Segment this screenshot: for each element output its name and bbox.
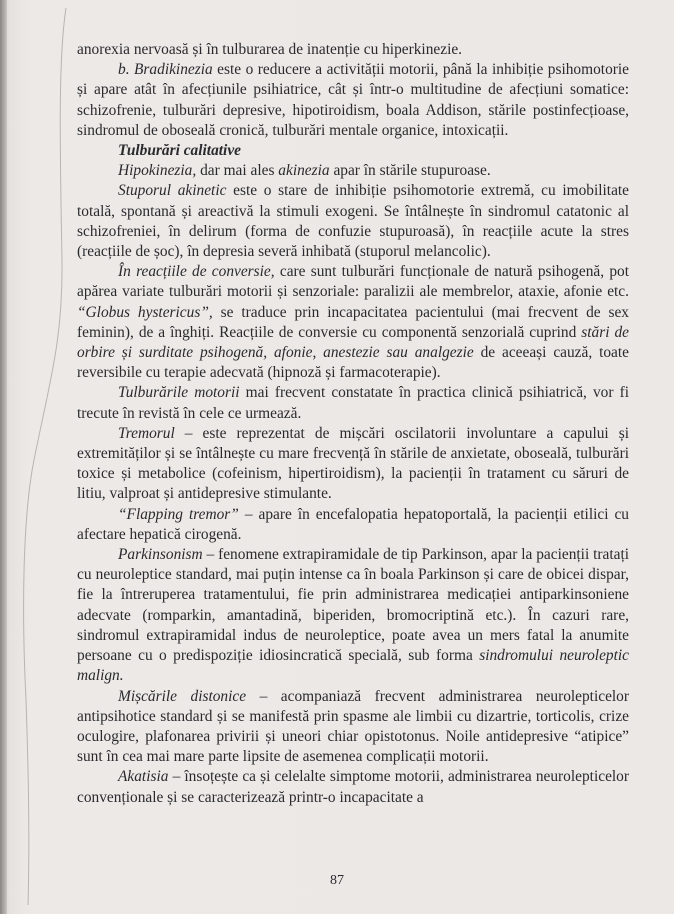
paragraph bbox=[77, 60, 629, 141]
text-run: este o reducere a activității motorii, până la inhibiție psihomotorie și apare atât în afecțiunile psihiatrice, cât și într-o multitudine de afecțiuni somatice: schizofrenie, tulburări depresive, hipotiroidism, boala Addison, stările postinfecțioase, sindromul de oboseală cronică, tulburări mentale organice, intoxicații. bbox=[77, 61, 629, 139]
italic-term: stări de orbire și surditate psihogenă, afonie, anestezie sau analgezie bbox=[77, 323, 629, 362]
italic-term: Parkinsonism bbox=[118, 546, 203, 564]
italic-term: În reacțiile de conversie, bbox=[118, 263, 275, 281]
italic-term: Akatisia bbox=[118, 768, 169, 786]
body-text bbox=[77, 40, 629, 808]
text-run: Tulburări calitative bbox=[118, 142, 241, 160]
text-run: – acompaniază frecvent administrarea neurolepticelor antipsihotice standard și se manifestă prin spasme ale limbii cu dizartrie, torticolis, crize oculogire, plafonarea privirii și uneori chiar opistotonus. Noile antidepresive “atipice” sunt în cea mai mare parte lipsite de asemenea complicații motorii. bbox=[77, 687, 629, 766]
text-run: – fenomene extrapiramidale de tip Parkinson, apar la pacienții tratați cu neuroleptice standard, mai puțin intense ca în boala Parkinson și care de obicei dispar, fie la întreruperea tratamentului, fie prin administrarea medicației antiparkinsoniene adecvate (romparkin, amantadină, biperiden, bromocriptină etc.). În cazuri rare, sindromul extrapiramidal indus de neuroleptice, poate avea un mers fatal la anumite persoane cu o predispoziție idiosincratică specială, sub forma bbox=[77, 546, 629, 665]
paragraph bbox=[77, 181, 629, 262]
paragraph bbox=[77, 505, 629, 545]
italic-term: Tremorul bbox=[118, 424, 175, 442]
italic-term: akinezia bbox=[278, 162, 330, 180]
text-run: este o stare de inhibiție psihomotorie extremă, cu imobilitate totală, spontană și areactivă la stimuli exogeni. Se întâlnește în sindromul catatonic al schizofreniei, în delirum (forma de confuzie stupuroasă), în reacțiile acute la stres (reacțiile de șoc), în depresia severă inhibată (stuporul melancolic). bbox=[77, 182, 630, 261]
section-heading bbox=[77, 141, 629, 161]
text-run: se traduce prin incapacitatea pacientului (mai frecvent de sex feminin), de a înghiți. Reacțiile de conversie cu componentă senzorială cuprind bbox=[77, 303, 630, 341]
paragraph bbox=[77, 545, 629, 686]
text-run: dar mai ales bbox=[196, 162, 279, 180]
italic-term: Hipokinezia, bbox=[118, 162, 197, 180]
paragraph bbox=[77, 383, 629, 423]
text-run: apar în stările stupuroase. bbox=[329, 162, 491, 180]
italic-term: “Globus hystericus”, bbox=[77, 303, 213, 321]
italic-term: sindromului neuroleptic malign. bbox=[77, 647, 629, 685]
text-run: – apare în encefalopatia hepatoportală, la pacienții etilici cu afectare hepatică cirogenă. bbox=[77, 505, 629, 543]
text-run: – însoțește ca și celelalte simptome motorii, administrarea neurolepticelor convenționale și se caracterizează printr-o incapacitate a bbox=[77, 768, 629, 806]
binding-fold-line bbox=[0, 0, 80, 914]
text-run: mai frecvent constatate în practica clinică psihiatrică, vor fi trecute în revistă în cele ce urmează. bbox=[77, 384, 630, 422]
paragraph bbox=[77, 687, 629, 768]
page-number: 87 bbox=[330, 873, 344, 888]
text-run: anorexia nervoasă și în tulburarea de inatenție cu hiperkinezie. bbox=[77, 41, 463, 58]
text-run: – este reprezentat de mișcări oscilatorii involuntare a capului și extremităților și se întâlnește cu mare frecvență în stările de anxietate, oboseală, tulburări toxice și metabolice (cofeinism, hipertiroidism), la pacienții în tratament cu săruri de litiu, valproat și antidepresive stimulante. bbox=[77, 424, 629, 503]
paragraph bbox=[77, 424, 629, 505]
italic-term: b. Bradikinezia bbox=[118, 61, 213, 79]
paragraph bbox=[77, 161, 629, 181]
text-run: de aceeași cauză, toate reversibile cu terapie adecvată (hipnoză și farmacoterapie). bbox=[77, 344, 629, 382]
paragraph bbox=[77, 40, 629, 60]
italic-term: “Flapping tremor” bbox=[118, 505, 239, 523]
text-run: care sunt tulburări funcționale de natură psihogenă, pot apărea variate tulburări motorii și senzoriale: paralizii ale membrelor, ataxie, afonie etc. bbox=[77, 263, 629, 301]
paragraph bbox=[77, 262, 629, 383]
italic-term: Mișcările distonice bbox=[118, 687, 247, 705]
italic-term: Stuporul akinetic bbox=[118, 182, 227, 200]
paragraph bbox=[77, 767, 629, 807]
italic-term: Tulburările motorii bbox=[118, 384, 240, 402]
